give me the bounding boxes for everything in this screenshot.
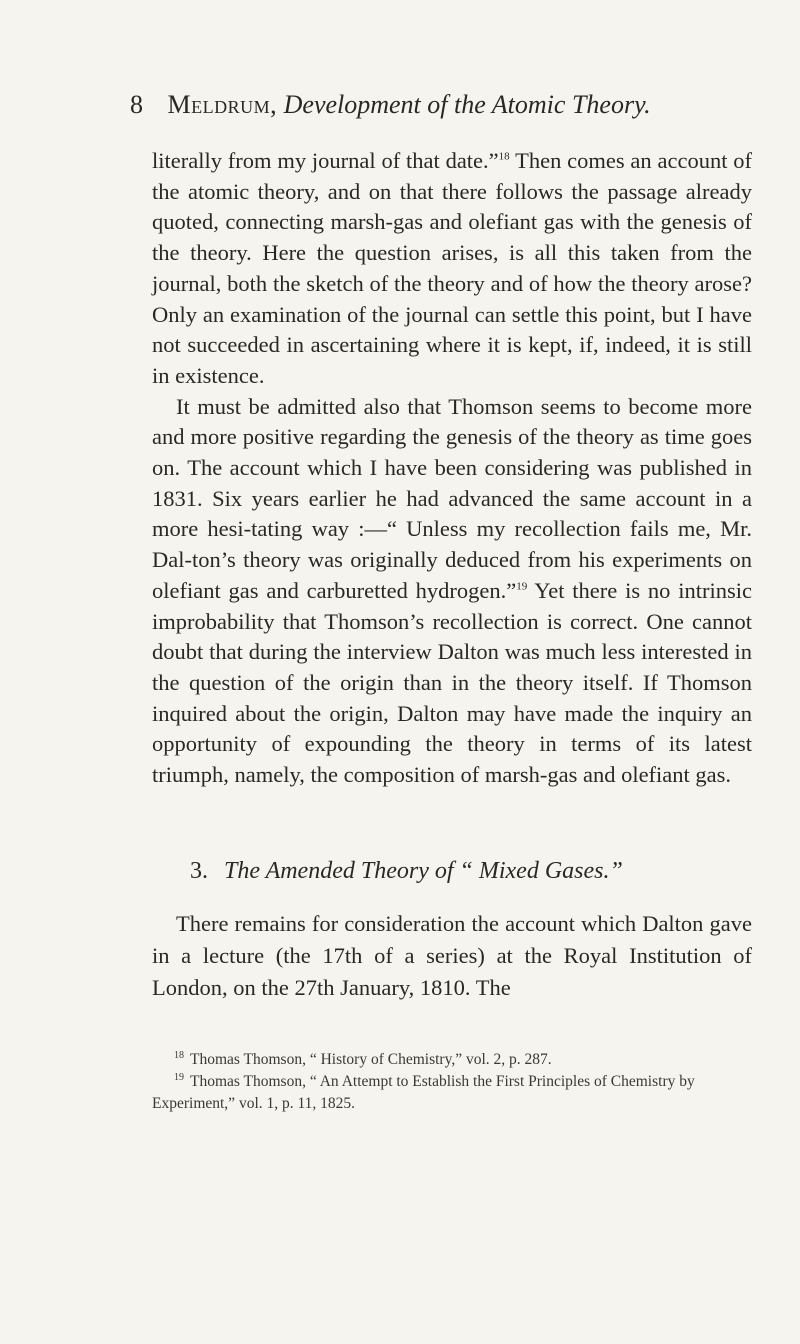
section-title: The Amended Theory of “ Mixed Gases.” [224,858,623,884]
footnote-ref-18: 18 [498,150,510,163]
footnote-marker: 18 [174,1049,184,1061]
section-paragraph: There remains for consideration the account which Dalton gave in a lecture (the 17th of a series) at the Royal Institution of London, on the 27th January, 1810. The [152,911,752,1000]
running-header [130,88,770,122]
footnote-text: Thomas Thomson, “ An Attempt to Establish the First Principles of Chemistry by Experiment,” vol. 1, p. 11, 1825. [152,1073,695,1112]
section-heading [190,855,770,887]
main-text [152,146,752,791]
section-text [152,908,752,1004]
paragraph-1-part-a: literally from my journal of that date.” [152,148,499,173]
footnotes [152,1049,752,1115]
footnote-19 [152,1071,752,1115]
footnote-text: Thomas Thomson, “ History of Chemistry,” vol. 2, p. 287. [190,1051,552,1068]
footnote-ref-19: 19 [516,580,528,593]
paragraph-2 [152,392,752,791]
footnote-marker: 19 [174,1071,184,1083]
paragraph-1-part-b: Then comes an account of the atomic theory, and on that there follows the passage already quoted, connecting marsh-gas and olefiant gas with the genesis of the theory. Here the question arises, is all this taken from the journal, both the sketch of the theory and of how the theory arose? Only an examination of the journal can settle this point, but I have not succeeded in ascertaining where it is kept, if, indeed, it is still in existence. [152,148,753,388]
paragraph-1 [152,146,752,392]
header-title: Development of the Atomic Theory. [283,90,651,119]
paragraph-2-part-a: It must be admitted also that Thomson seems to become more and more positive regarding the genesis of the theory as time goes on. The account which I have been considering was published in 1831. Six years earlier he had advanced the same account in a more hesi-tating way :—“ Unless my recollection fails me, Mr. Dal-ton’s theory was originally deduced from his experiments on olefiant gas and carburetted hydrogen.” [152,393,752,603]
paragraph-2-part-b: Yet there is no intrinsic improbability that Thomson’s recollection is correct. One cannot doubt that during the interview Dalton was much less interested in the question of the origin than in the theory itself. If Thomson inquired about the origin, Dalton may have made the inquiry an opportunity of expounding the theory in terms of its latest triumph, namely, the composition of marsh-gas and olefiant gas. [152,577,752,788]
page-number: 8 [130,90,143,119]
footnote-18 [152,1049,752,1071]
header-author: Meldrum, [167,90,278,119]
section-number: 3. [190,858,208,884]
